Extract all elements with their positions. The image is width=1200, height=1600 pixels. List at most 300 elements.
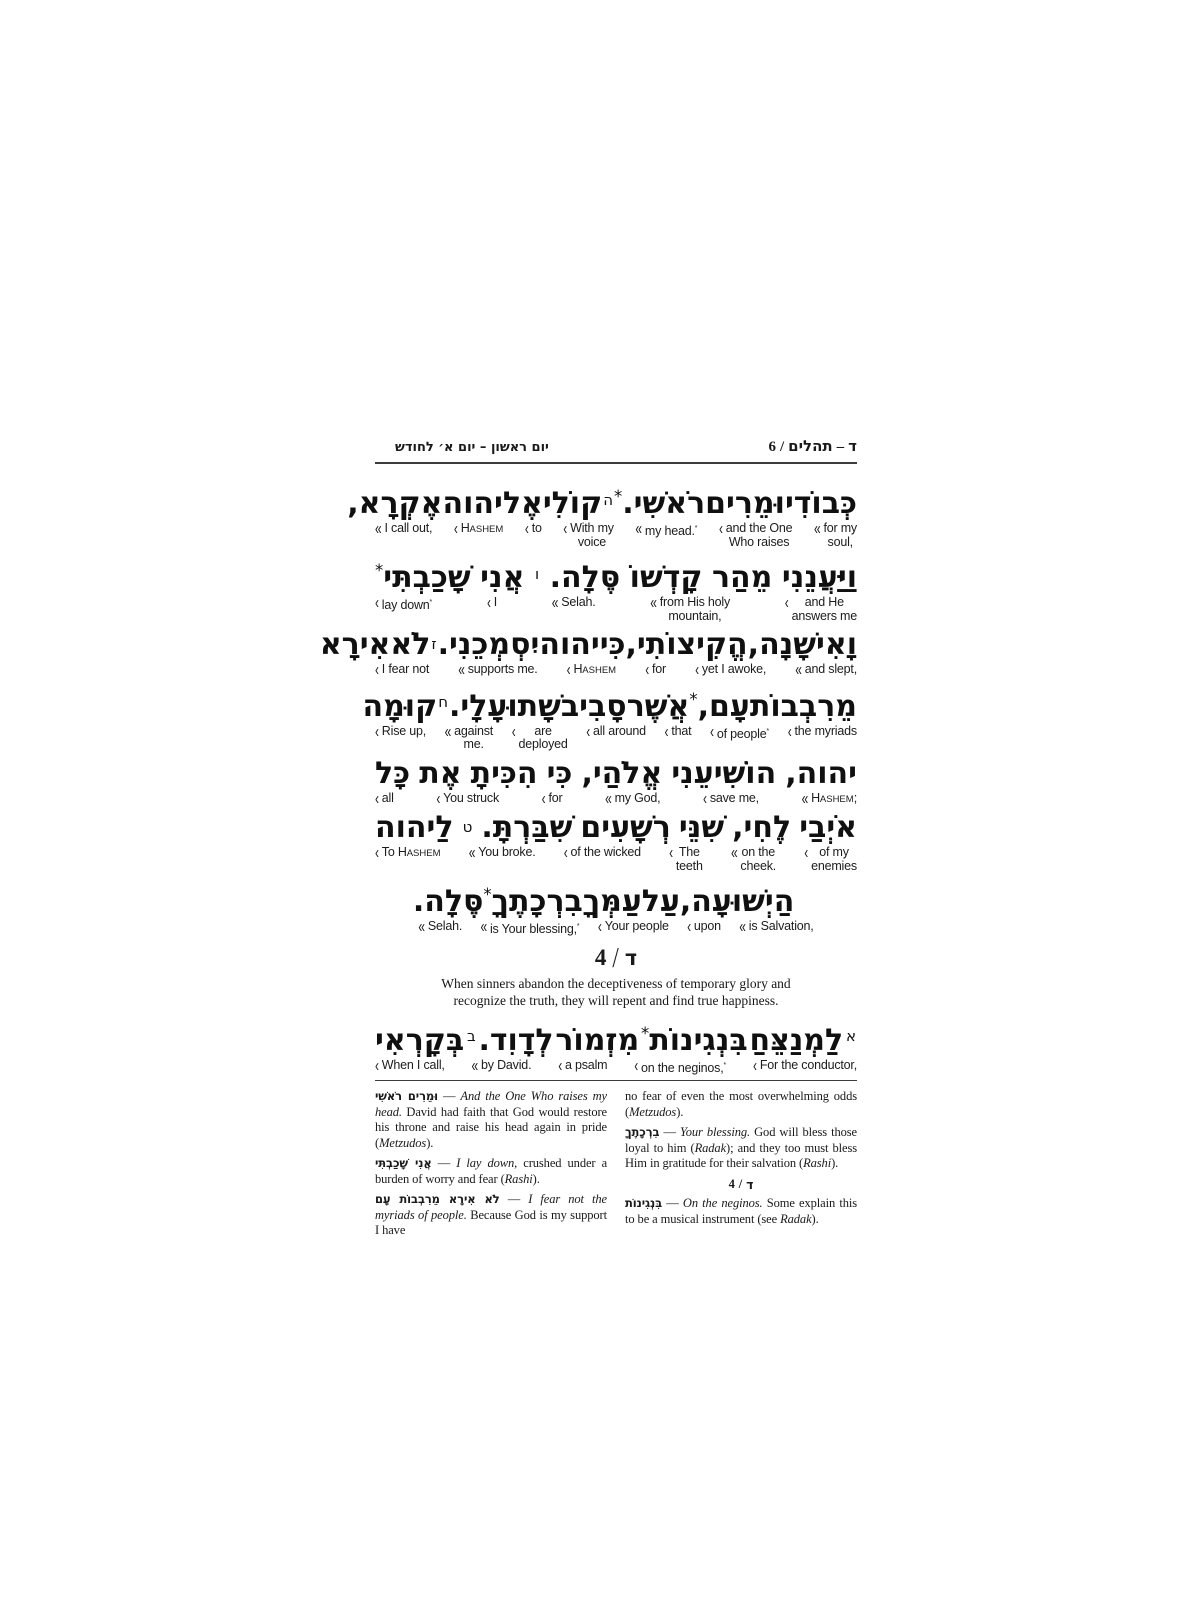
hebrew-word: רְשָׁעִים <box>580 810 671 845</box>
interlinear-cell <box>458 659 538 680</box>
commentary-roman-segment: — <box>499 1192 529 1207</box>
psalm4-heading-slash: / <box>612 941 619 973</box>
footnote-asterisk: * <box>694 525 698 532</box>
commentary-italic-segment: Rashi <box>803 1156 832 1171</box>
interlinear-cell <box>524 518 542 549</box>
page-reference-slash: / <box>780 439 785 455</box>
commentary-roman-segment: Some explain this to be a musical instrument (see <box>625 1196 857 1226</box>
chevron-mark: « <box>739 916 746 937</box>
interlinear-cell <box>664 720 692 752</box>
interlinear-words <box>532 522 542 536</box>
interlinear-cell <box>586 720 646 752</box>
interlinear-words <box>676 846 703 873</box>
interlinear-text: on the <box>741 845 776 859</box>
verse-hebrew-line <box>375 1015 857 1059</box>
chevron-mark: ‹ <box>375 659 379 680</box>
hebrew-word: בִרְכָתֶךָ* <box>483 884 583 919</box>
interlinear-cell <box>650 592 731 623</box>
interlinear-text: of the wicked <box>570 845 641 859</box>
hashem-smallcaps: HASHEM <box>811 790 854 805</box>
interlinear-text-line2: Who raises <box>728 534 790 549</box>
commentary-italic-segment: I fear not the myriads of people. <box>375 1192 608 1222</box>
commentary-hebrew-segment: בִּנְגִינוֹת <box>625 1196 663 1211</box>
commentary-italic-segment: Rashi <box>504 1171 533 1186</box>
commentary-roman-segment: ). <box>831 1156 839 1171</box>
hebrew-word: אֶקְרָא, <box>347 486 443 521</box>
commentary-heading-slash: / <box>738 1176 743 1191</box>
hebrew-word: יהוה <box>442 486 503 521</box>
interlinear-text: all around <box>593 723 646 738</box>
interlinear-text: my head.* <box>644 524 698 539</box>
interlinear-text-line2: soul, <box>827 534 853 549</box>
interlinear-cell <box>687 916 721 937</box>
commentary-paragraph <box>625 1089 857 1120</box>
interlinear-text: yet I awoke, <box>701 662 767 676</box>
hebrew-word: כָּל <box>375 755 411 791</box>
interlinear-english-row <box>375 842 857 873</box>
chevron-mark: ‹ <box>804 842 809 863</box>
hashem-smallcaps: HASHEM <box>397 845 441 859</box>
interlinear-text: against <box>454 723 494 738</box>
chevron-mark: ‹ <box>753 1054 757 1076</box>
interlinear-words <box>811 846 857 873</box>
verse-number-letter: א <box>845 1027 856 1046</box>
interlinear-text: for <box>548 790 563 805</box>
interlinear-text: For the conductor, <box>759 1057 857 1072</box>
commentary-roman-segment: — <box>662 1196 683 1211</box>
hebrew-word: לֶחִי, <box>732 810 792 845</box>
interlinear-cell <box>695 659 767 680</box>
interlinear-words <box>382 663 429 677</box>
hebrew-word: בְּקָרְאִי <box>375 1022 465 1058</box>
book-title: תהלים <box>788 437 833 455</box>
interlinear-cell <box>597 916 669 937</box>
hashem-smallcaps-rest: ASHEM <box>582 665 617 676</box>
interlinear-words <box>652 663 666 677</box>
interlinear-text <box>573 663 616 678</box>
interlinear-cell <box>471 1054 532 1076</box>
hebrew-word: לַמְנַצֵּחַ <box>749 1022 844 1058</box>
chevron-mark: « <box>418 916 425 937</box>
chevron-mark: ‹ <box>664 720 669 741</box>
chevron-mark: ‹ <box>511 720 516 741</box>
interlinear-cell <box>710 720 770 752</box>
interlinear-cell <box>634 1054 727 1076</box>
hebrew-word: הַיְשׁוּעָה, <box>679 884 795 919</box>
hebrew-word: סֶּלָה. <box>549 560 621 595</box>
interlinear-words <box>382 1059 445 1073</box>
chevron-mark: « <box>375 518 382 539</box>
interlinear-words <box>593 725 646 739</box>
interlinear-words <box>671 725 691 739</box>
interlinear-text-line2: enemies <box>811 858 857 873</box>
hebrew-word: עַמְּךָ <box>582 884 642 919</box>
hashem-smallcaps: HASHEM <box>460 521 504 535</box>
interlinear-words <box>573 663 616 678</box>
commentary-roman-segment: — <box>437 1089 461 1104</box>
interlinear-words <box>428 920 462 934</box>
hebrew-word: רֹאשִׁי.* <box>614 486 706 521</box>
commentary-left-column <box>375 1089 607 1244</box>
hebrew-word: עָם,* <box>689 688 750 724</box>
commentary-separator-rule <box>375 1080 857 1081</box>
commentary-roman-segment: — <box>659 1125 680 1140</box>
chevron-mark: ‹ <box>558 1054 562 1076</box>
commentary-roman-segment: no fear of even the most overwhelming odds ( <box>625 1089 857 1119</box>
chevron-mark: « <box>480 916 487 937</box>
interlinear-words <box>694 920 721 934</box>
interlinear-words <box>494 596 497 610</box>
interlinear-text: all <box>381 790 394 805</box>
interlinear-text: of people* <box>716 726 770 741</box>
chevron-mark: « <box>650 592 657 613</box>
chevron-mark: ‹ <box>375 592 379 613</box>
interlinear-words <box>702 663 766 677</box>
hebrew-word: מֵהַר <box>711 560 773 595</box>
interlinear-cell <box>375 842 441 873</box>
verse-block <box>375 552 857 623</box>
commentary-italic-segment: Metzudos <box>379 1135 427 1150</box>
interlinear-cell <box>730 842 777 873</box>
chevron-mark: ‹ <box>645 659 649 680</box>
interlinear-text-line2: me. <box>463 737 484 751</box>
chevron-mark: ‹ <box>784 592 789 613</box>
footnote-asterisk: * <box>429 599 433 606</box>
interlinear-english-row <box>375 518 857 549</box>
psalm3-verses <box>319 478 857 937</box>
commentary-roman-segment: God will bless those loyal to him ( <box>625 1125 857 1155</box>
interlinear-text: lay down* <box>381 598 433 613</box>
verse-hebrew-line <box>375 809 857 846</box>
interlinear-words <box>454 725 493 752</box>
interlinear-cell <box>375 720 427 752</box>
interlinear-cell <box>558 1054 608 1076</box>
psalm4-number-arabic: 4 <box>594 944 607 970</box>
chevron-mark: ‹ <box>687 916 691 937</box>
chevron-mark: ‹ <box>375 787 379 808</box>
commentary-roman-segment: David had faith that God would restore his throne and raise his head again in pride ( <box>375 1104 607 1150</box>
hebrew-word: כִּי <box>599 627 626 662</box>
commentary-roman-segment: ); and they too must bless Him in gratitude for their salvation ( <box>625 1140 857 1171</box>
verse-number-letter: ח <box>438 693 448 711</box>
psalm4-intro-line1: When sinners abandon the deceptiveness of temporary glory and <box>441 975 791 991</box>
hebrew-word: הִכִּיתָ <box>470 755 538 791</box>
interlinear-cell <box>375 592 433 623</box>
commentary-hebrew-segment: אֲנִי שָׁכַבְתִּי <box>375 1156 432 1171</box>
verse-block <box>375 1015 857 1076</box>
interlinear-text: of my <box>819 845 849 859</box>
interlinear-words <box>382 846 441 861</box>
hebrew-word: הֱקִיצוֹתִי, <box>625 627 748 662</box>
commentary-italic-segment: Metzudos <box>629 1104 677 1119</box>
verse-block <box>375 755 857 807</box>
chevron-mark: ‹ <box>375 720 379 741</box>
hebrew-word: יהוה, <box>785 755 857 791</box>
interlinear-text: When I call, <box>381 1057 445 1072</box>
footnote-asterisk: * <box>766 727 770 735</box>
chevron-mark: ‹ <box>541 787 546 808</box>
interlinear-text: I <box>493 595 498 609</box>
hebrew-word: וַיַּעֲנֵנִי <box>781 560 857 595</box>
commentary-roman-segment: — <box>431 1156 457 1171</box>
interlinear-words <box>468 663 538 677</box>
interlinear-text: supports me. <box>467 662 538 676</box>
chevron-mark: ‹ <box>486 592 491 613</box>
commentary-roman-segment: ). <box>532 1171 540 1186</box>
chevron-mark: ‹ <box>563 518 568 539</box>
daily-cycle-text: יום ראשון – יום א׳ לחודש <box>395 440 549 455</box>
interlinear-text: for my <box>823 521 857 535</box>
chapter-letter: ד <box>848 437 857 455</box>
interlinear-words <box>382 792 394 806</box>
interlinear-text-line2: voice <box>577 534 607 549</box>
interlinear-words <box>805 663 857 677</box>
interlinear-text: The <box>678 845 700 859</box>
chevron-mark: « <box>813 518 821 539</box>
interlinear-words <box>570 522 614 549</box>
interlinear-cell <box>753 1054 857 1076</box>
hashem-smallcaps: HASHEM <box>573 662 617 676</box>
chevron-mark: « <box>795 659 802 680</box>
interlinear-cell <box>444 720 494 752</box>
verse-block <box>375 876 857 937</box>
interlinear-words <box>384 522 432 536</box>
commentary-italic-segment: Radak <box>694 1140 727 1155</box>
interlinear-text: Selah. <box>561 595 596 609</box>
interlinear-words <box>717 725 769 742</box>
interlinear-cell <box>563 518 614 549</box>
interlinear-words <box>382 596 432 613</box>
footnote-asterisk: * <box>640 1023 650 1043</box>
hebrew-word: אֶל <box>502 486 543 521</box>
commentary-paragraph <box>375 1192 607 1239</box>
interlinear-english-row <box>375 720 857 752</box>
commentary-chapter-heading <box>625 1177 857 1193</box>
interlinear-cell <box>703 787 759 808</box>
verse-hebrew-line <box>362 681 857 725</box>
verse-hebrew-line <box>375 755 857 792</box>
psalm4-heading <box>375 941 857 973</box>
hebrew-word: אִירָא <box>319 627 391 662</box>
hebrew-word: יִסְמְכֵנִי. <box>437 627 540 662</box>
interlinear-cell <box>551 592 596 623</box>
interlinear-text: are <box>534 723 552 738</box>
hebrew-word: וָאִישָׁנָה, <box>747 627 857 662</box>
commentary-paragraph <box>625 1196 857 1227</box>
interlinear-text: to <box>531 521 542 535</box>
hebrew-word: בִּנְגִינוֹת* <box>640 1022 748 1058</box>
verse-hebrew-line <box>319 626 857 663</box>
hebrew-word: אֲשֶׁר <box>626 688 690 724</box>
chevron-mark: ‹ <box>695 659 699 680</box>
interlinear-cell <box>563 842 641 873</box>
hebrew-word: יהוה <box>539 627 600 662</box>
interlinear-text: my God, <box>614 790 661 805</box>
interlinear-cell <box>645 659 666 680</box>
interlinear-text-line2: cheek. <box>740 858 777 873</box>
chevron-mark: ‹ <box>597 916 602 937</box>
interlinear-text: that <box>671 723 692 738</box>
verse-hebrew-line <box>347 478 857 522</box>
interlinear-text: by David. <box>481 1057 532 1072</box>
chevron-mark: ‹ <box>787 720 792 741</box>
interlinear-cell <box>480 916 580 937</box>
chevron-mark: ‹ <box>375 842 379 863</box>
interlinear-words <box>490 920 580 937</box>
interlinear-text: upon <box>693 919 721 933</box>
interlinear-text: from His holy <box>659 595 731 609</box>
verse-number-letter: ו <box>534 564 540 583</box>
chevron-mark: ‹ <box>524 518 529 539</box>
interlinear-text: HASHEM; <box>811 790 857 805</box>
hebrew-word: קוּמָה <box>362 688 438 724</box>
interlinear-cell <box>375 787 394 808</box>
chevron-mark: « <box>471 1054 479 1076</box>
interlinear-cell <box>813 518 857 549</box>
commentary-heading-hebrew: ד <box>746 1176 754 1192</box>
commentary-roman-segment: ). <box>811 1211 819 1226</box>
verse-number-letter: ט <box>462 818 473 836</box>
interlinear-text: I fear not <box>381 662 430 676</box>
verse-number-letter: ב <box>466 1027 476 1046</box>
interlinear-cell <box>375 518 433 549</box>
interlinear-english-row <box>375 787 857 808</box>
hebrew-word: עָלָי. <box>449 688 508 724</box>
verse-block <box>319 626 857 680</box>
interlinear-text: You broke. <box>478 845 536 859</box>
interlinear-words <box>760 1059 857 1073</box>
chevron-mark: « <box>444 720 452 741</box>
interlinear-text: and slept, <box>804 662 857 676</box>
psalm4-intro <box>375 975 857 1009</box>
commentary-italic-segment: Your blessing. <box>680 1125 751 1140</box>
chevron-mark: ‹ <box>710 720 714 741</box>
chevron-mark: ‹ <box>453 518 458 539</box>
hebrew-word: לֹא <box>390 627 431 662</box>
verse-block <box>362 681 857 752</box>
hebrew-word: קָדְשׁוֹ <box>629 560 703 595</box>
interlinear-english-row <box>375 659 857 680</box>
interlinear-words <box>710 792 759 806</box>
interlinear-cell <box>453 518 504 549</box>
interlinear-cell <box>511 720 568 752</box>
interlinear-words <box>548 792 562 806</box>
interlinear-words <box>565 1059 607 1073</box>
verse-number-letter: ה <box>603 490 613 509</box>
chevron-mark: ‹ <box>436 787 441 808</box>
interlinear-text: You struck <box>443 790 500 805</box>
interlinear-text: is Salvation, <box>748 919 814 933</box>
commentary-roman-segment: ). <box>676 1104 684 1119</box>
hebrew-word: שָׁכַבְתִּי* <box>375 560 471 595</box>
interlinear-cell <box>468 842 536 873</box>
interlinear-cell <box>804 842 857 873</box>
page-number: 6 <box>768 439 776 455</box>
interlinear-words <box>481 1059 531 1073</box>
commentary-roman-segment: crushed under a burden of worry and fear ( <box>375 1156 608 1186</box>
interlinear-cell <box>718 518 793 549</box>
interlinear-cell <box>787 720 857 752</box>
interlinear-text: Selah. <box>427 919 463 933</box>
commentary-italic-segment: On the neginos. <box>682 1196 763 1211</box>
chevron-mark: « <box>635 518 642 539</box>
interlinear-text-line2: mountain, <box>668 608 722 623</box>
interlinear-text: a psalm <box>564 1057 608 1072</box>
interlinear-cell <box>566 659 617 680</box>
commentary-italic-segment: Radak <box>780 1211 812 1226</box>
chevron-mark: ‹ <box>634 1054 638 1076</box>
interlinear-text-line2: answers me <box>791 608 857 623</box>
interlinear-text <box>461 522 504 537</box>
verse-block <box>347 478 857 549</box>
commentary-hebrew-segment: בִרְכָתֶךָ <box>625 1125 660 1140</box>
verse-block <box>375 809 857 873</box>
verse-hebrew-line <box>412 876 795 920</box>
hebrew-word: שִׁבַּרְתָּ. <box>481 810 573 845</box>
interlinear-english-row <box>418 916 814 937</box>
hebrew-word: לַיהוה <box>375 810 454 845</box>
hebrew-word: שָׁתוּ <box>507 688 561 724</box>
chevron-mark: ‹ <box>586 720 591 741</box>
interlinear-words <box>726 522 793 549</box>
interlinear-words <box>518 725 567 752</box>
interlinear-text: the myriads <box>794 723 857 738</box>
footnote-asterisk: * <box>614 487 623 506</box>
interlinear-cell <box>418 916 463 937</box>
interlinear-words <box>645 522 698 539</box>
footnote-asterisk: * <box>723 1061 727 1069</box>
interlinear-text: Your people <box>604 919 669 933</box>
interlinear-text: and the One <box>725 521 793 535</box>
commentary-italic-segment: I lay down, <box>456 1156 518 1171</box>
verse-hebrew-line <box>375 552 857 596</box>
commentary-hebrew-segment: לֹא אִירָא מֵרִבְבוֹת עָם <box>375 1192 500 1207</box>
interlinear-cell <box>605 787 661 808</box>
interlinear-cell <box>795 659 857 680</box>
interlinear-words <box>823 522 857 549</box>
page-reference-dash: – <box>836 439 845 455</box>
hebrew-word: אֹיְבַי <box>799 810 857 845</box>
hebrew-word: אֱלֹהַי, <box>581 755 663 791</box>
commentary-roman-segment: Because God is my support I have <box>375 1207 607 1238</box>
interlinear-cell <box>486 592 498 623</box>
interlinear-words <box>749 920 814 934</box>
commentary-paragraph <box>375 1089 607 1151</box>
interlinear-text: Rise up, <box>381 723 427 738</box>
interlinear-text: To HASHEM <box>381 845 441 859</box>
psalm4-number-hebrew: ד <box>624 945 638 970</box>
page-reference <box>769 437 858 456</box>
page-content <box>319 437 857 1244</box>
interlinear-cell <box>436 787 500 808</box>
interlinear-text: and He <box>804 595 844 609</box>
interlinear-text-line2: deployed <box>518 737 568 751</box>
interlinear-words <box>461 522 504 537</box>
hebrew-word: כְּבוֹדִי <box>784 486 857 521</box>
hashem-smallcaps-rest: ASHEM <box>819 793 854 805</box>
interlinear-words <box>740 846 776 873</box>
interlinear-cell <box>784 592 857 623</box>
chevron-mark: ‹ <box>718 518 723 539</box>
hashem-smallcaps-rest: ASHEM <box>406 848 441 859</box>
chevron-mark: ‹ <box>566 659 571 680</box>
commentary-paragraph <box>625 1125 857 1172</box>
interlinear-cell <box>739 916 814 937</box>
footnote-asterisk: * <box>483 885 492 904</box>
psalm4-intro-line2: recognize the truth, they will repent and find true happiness. <box>453 992 779 1008</box>
hebrew-word: כִּי <box>546 755 573 791</box>
hebrew-word: שִׁנֵּי <box>678 810 725 845</box>
